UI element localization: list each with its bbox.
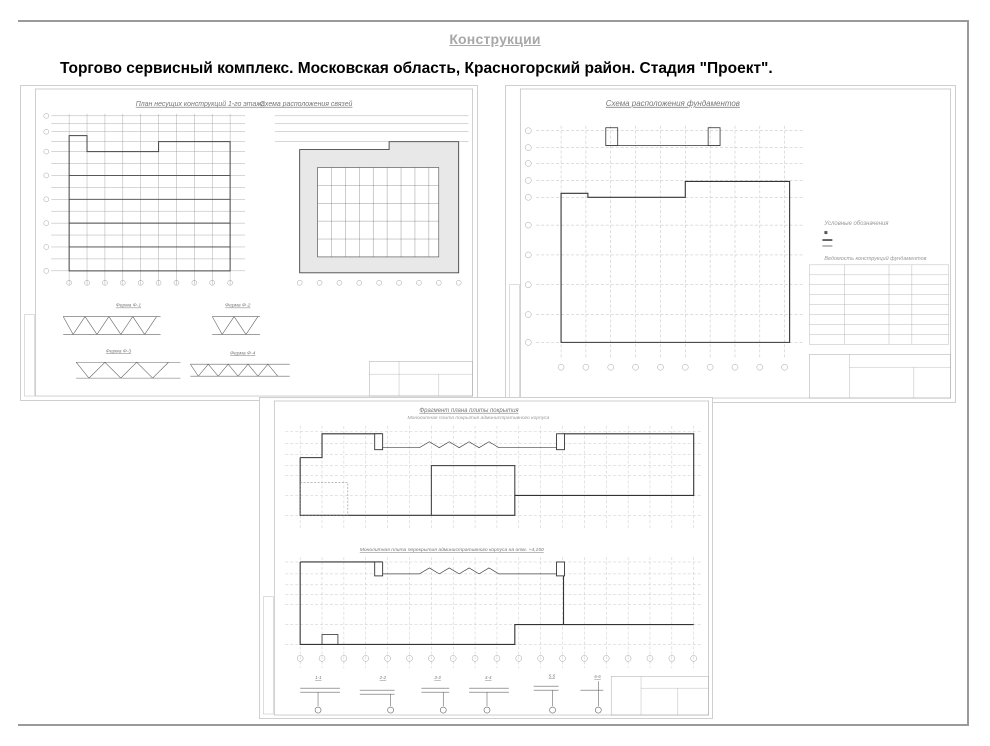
section-label-5: 5-5 — [548, 673, 556, 679]
drawing-title-fragment: Фрагмент плана плиты покрытия — [419, 407, 519, 414]
section-label-3: 3-3 — [434, 675, 441, 681]
foundations-drawing — [506, 86, 955, 402]
legend-title: Условные обозначения — [824, 221, 889, 228]
truss-title-3: Ферма Ф-3 — [105, 349, 132, 355]
drawing-title-2: Схема расположения связей — [259, 100, 353, 108]
section-label-2: 2-2 — [379, 675, 387, 681]
drawing-sheet-slab-plans[interactable] — [259, 397, 713, 719]
truss-title-4: Ферма Ф-4 — [230, 351, 256, 357]
drawing-title-1: План несущих конструкций 1-го этажа — [135, 100, 265, 108]
drawing-sheet-structures-plan[interactable] — [20, 85, 478, 401]
section-label-1: 1-1 — [315, 675, 322, 681]
drawing-title-foundations: Схема расположения фундаментов — [605, 98, 740, 108]
slab-plans-drawing — [260, 398, 712, 718]
section-heading[interactable]: Конструкции — [449, 31, 541, 47]
section-label-4: 4-4 — [485, 675, 492, 681]
project-title: Торгово сервисный комплекс. Московская область, Красногорский район. Стадия "Проект". — [60, 60, 773, 77]
table-title: Ведомость конструкций фундаментов — [824, 255, 927, 262]
truss-title-1: Ферма Ф-1 — [115, 303, 142, 309]
drawing-subtitle-roof: Монолитная плита покрытия административного корпуса — [407, 415, 550, 421]
structures-plan-drawing — [21, 86, 477, 400]
truss-title-2: Ферма Ф-2 — [225, 303, 251, 309]
drawing-sheet-foundations[interactable] — [505, 85, 956, 403]
section-label-6: 6-6 — [594, 674, 601, 680]
drawing-title-floor-slab: Монолитная плита перекрытия административного корпуса на отм. +4,150 — [359, 548, 544, 554]
